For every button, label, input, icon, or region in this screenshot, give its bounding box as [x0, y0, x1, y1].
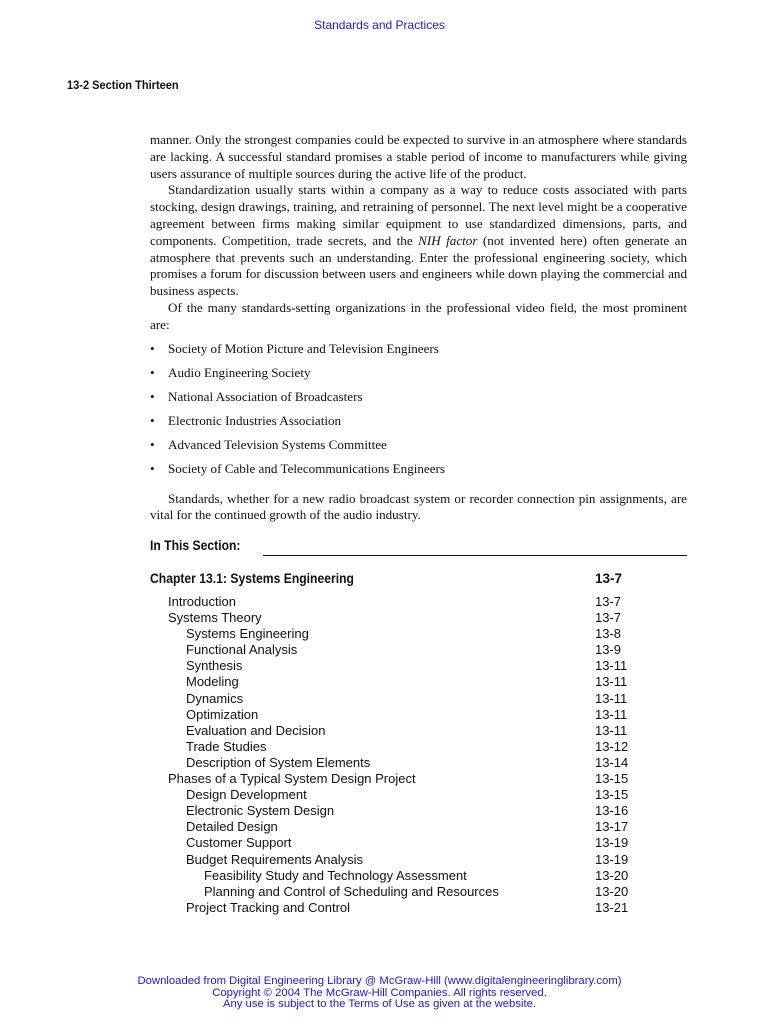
- toc-entry-page: 13-12: [595, 738, 629, 754]
- bullet-icon: •: [150, 364, 155, 380]
- list-item: [150, 341, 687, 365]
- toc-entry: [0, 884, 759, 900]
- toc-entry-title: Trade Studies: [186, 738, 267, 754]
- paragraph-1: manner. Only the strongest companies could be expected to survive in an atmosphere where standards are lacking. A successful standard promises a stable period of income to manufacturers while giving users assurance of multiple sources during the active life of the product.: [150, 132, 687, 181]
- toc-entry-title: Detailed Design: [186, 819, 278, 835]
- toc-entry: [0, 852, 759, 868]
- paragraph-2: [150, 182, 687, 300]
- chapter-page: 13-7: [595, 571, 623, 586]
- toc-entry-title: Customer Support: [186, 835, 292, 851]
- toc-entry: [0, 707, 759, 723]
- toc-entry-page: 13-17: [595, 819, 629, 835]
- footer-terms-link[interactable]: Any use is subject to the Terms of Use as given at the website.: [222, 998, 537, 1010]
- toc-entry-page: 13-20: [595, 883, 629, 899]
- list-item-text: Society of Cable and Telecommunications Engineers: [168, 460, 446, 476]
- toc-entry-title: Systems Theory: [168, 610, 262, 626]
- in-this-section-label: In This Section:: [150, 538, 241, 553]
- toc-entry-page: 13-20: [595, 867, 629, 883]
- toc-entry-title: Optimization: [186, 706, 259, 722]
- toc-entry-page: 13-15: [595, 787, 629, 803]
- toc-entry-page: 13-19: [595, 851, 629, 867]
- toc-entry-page: 13-11: [595, 722, 628, 738]
- toc-entry: [0, 739, 759, 755]
- bullet-icon: •: [150, 388, 155, 404]
- list-item: [150, 365, 687, 389]
- paragraph-2-part-b: (not invented here) often generate an atmosphere that prevents such an understanding. Enter the professional engineering society, which promises a forum for discussion between users and engineers while down playing the commercial and business aspects.: [150, 232, 687, 299]
- paragraph-4: Standards, whether for a new radio broadcast system or recorder connection pin assignments, are vital for the continued growth of the audio industry.: [150, 490, 687, 523]
- toc-entry: [0, 819, 759, 835]
- toc-entry: [0, 594, 759, 610]
- organization-list: [150, 341, 687, 485]
- list-item: [150, 413, 687, 437]
- toc-entry-title: Planning and Control of Scheduling and Resources: [204, 883, 499, 899]
- toc-entry-page: 13-11: [595, 674, 628, 690]
- toc-entry: [0, 835, 759, 851]
- toc-entry-page: 13-7: [595, 610, 622, 626]
- footer-download-link[interactable]: Downloaded from Digital Engineering Library @ McGraw-Hill (www.digitalengineeringlibrary.com): [137, 975, 622, 987]
- bullet-icon: •: [150, 436, 155, 452]
- toc-entry-page: 13-7: [595, 594, 622, 609]
- list-item: [150, 461, 687, 485]
- list-item-text: Electronic Industries Association: [168, 412, 342, 428]
- in-this-section-heading: [150, 537, 687, 557]
- toc-entry-title: Systems Engineering: [186, 626, 309, 642]
- list-item: [150, 437, 687, 461]
- toc-entry: [0, 803, 759, 819]
- heading-rule: [263, 555, 687, 556]
- toc-entry-title: Modeling: [186, 674, 239, 690]
- chapter-heading: [150, 571, 630, 589]
- toc-entry-page: 13-21: [595, 899, 629, 915]
- toc-entry-page: 13-11: [595, 690, 628, 706]
- toc-entry: [0, 771, 759, 787]
- toc-entry-page: 13-14: [595, 754, 629, 770]
- toc-entry-page: 13-8: [595, 626, 622, 642]
- toc-entry: [0, 868, 759, 884]
- body-text: [150, 132, 687, 524]
- toc-entry-page: 13-11: [595, 658, 628, 674]
- bullet-icon: •: [150, 340, 155, 356]
- list-item-text: National Association of Broadcasters: [168, 388, 363, 404]
- toc-entry: [0, 723, 759, 739]
- list-item-text: Audio Engineering Society: [168, 364, 311, 380]
- footer-copyright-link[interactable]: Copyright © 2004 The McGraw-Hill Companies. All rights reserved.: [212, 986, 547, 999]
- bullet-icon: •: [150, 460, 155, 476]
- toc-entry: [0, 658, 759, 674]
- toc-entry-title: Budget Requirements Analysis: [186, 851, 364, 867]
- toc-entry: [0, 642, 759, 658]
- toc-entry-title: Project Tracking and Control: [186, 899, 351, 915]
- toc-entry-page: 13-15: [595, 771, 629, 787]
- toc-entry-title: Functional Analysis: [186, 642, 298, 658]
- toc-entry-page: 13-16: [595, 803, 629, 819]
- toc-entry-title: Evaluation and Decision: [186, 722, 326, 738]
- toc-entry-title: Introduction: [168, 594, 236, 609]
- table-of-contents: [0, 594, 759, 916]
- toc-entry-title: Synthesis: [186, 658, 243, 674]
- toc-entry-title: Dynamics: [186, 690, 244, 706]
- toc-entry: [0, 610, 759, 626]
- header-link-standards-and-practices[interactable]: Standards and Practices: [314, 18, 445, 32]
- toc-entry-title: Description of System Elements: [186, 754, 371, 770]
- toc-entry-page: 13-11: [595, 706, 628, 722]
- toc-entry-page: 13-9: [595, 642, 622, 658]
- list-item-text: Advanced Television Systems Committee: [168, 436, 387, 452]
- list-item-text: Society of Motion Picture and Television Engineers: [168, 340, 439, 356]
- paragraph-2-part-a: Standardization usually starts within a company as a way to reduce costs associated with parts stocking, design drawings, training, and retraining of personnel. The next level might be a cooperative agreement between firms making similar equipment to use standardized dimensions, parts, and components. Competition, trade secrets, and the: [150, 182, 687, 248]
- toc-entry-title: Phases of a Typical System Design Project: [168, 771, 416, 787]
- chapter-title: Chapter 13.1: Systems Engineering: [150, 571, 354, 586]
- running-head: 13-2 Section Thirteen: [67, 78, 179, 92]
- toc-entry: [0, 787, 759, 803]
- nih-factor-term: NIH factor: [418, 232, 478, 248]
- paragraph-3: Of the many standards-setting organizations in the professional video field, the most prominent are:: [150, 299, 687, 332]
- toc-entry: [0, 626, 759, 642]
- toc-entry: [0, 691, 759, 707]
- footer: [0, 976, 759, 1011]
- list-item: [150, 389, 687, 413]
- toc-entry: [0, 674, 759, 690]
- toc-entry: [0, 900, 759, 916]
- toc-entry-page: 13-19: [595, 835, 629, 851]
- toc-entry-title: Feasibility Study and Technology Assessment: [204, 867, 467, 883]
- toc-entry-title: Design Development: [186, 787, 307, 803]
- toc-entry: [0, 755, 759, 771]
- bullet-icon: •: [150, 412, 155, 428]
- toc-entry-title: Electronic System Design: [186, 803, 335, 819]
